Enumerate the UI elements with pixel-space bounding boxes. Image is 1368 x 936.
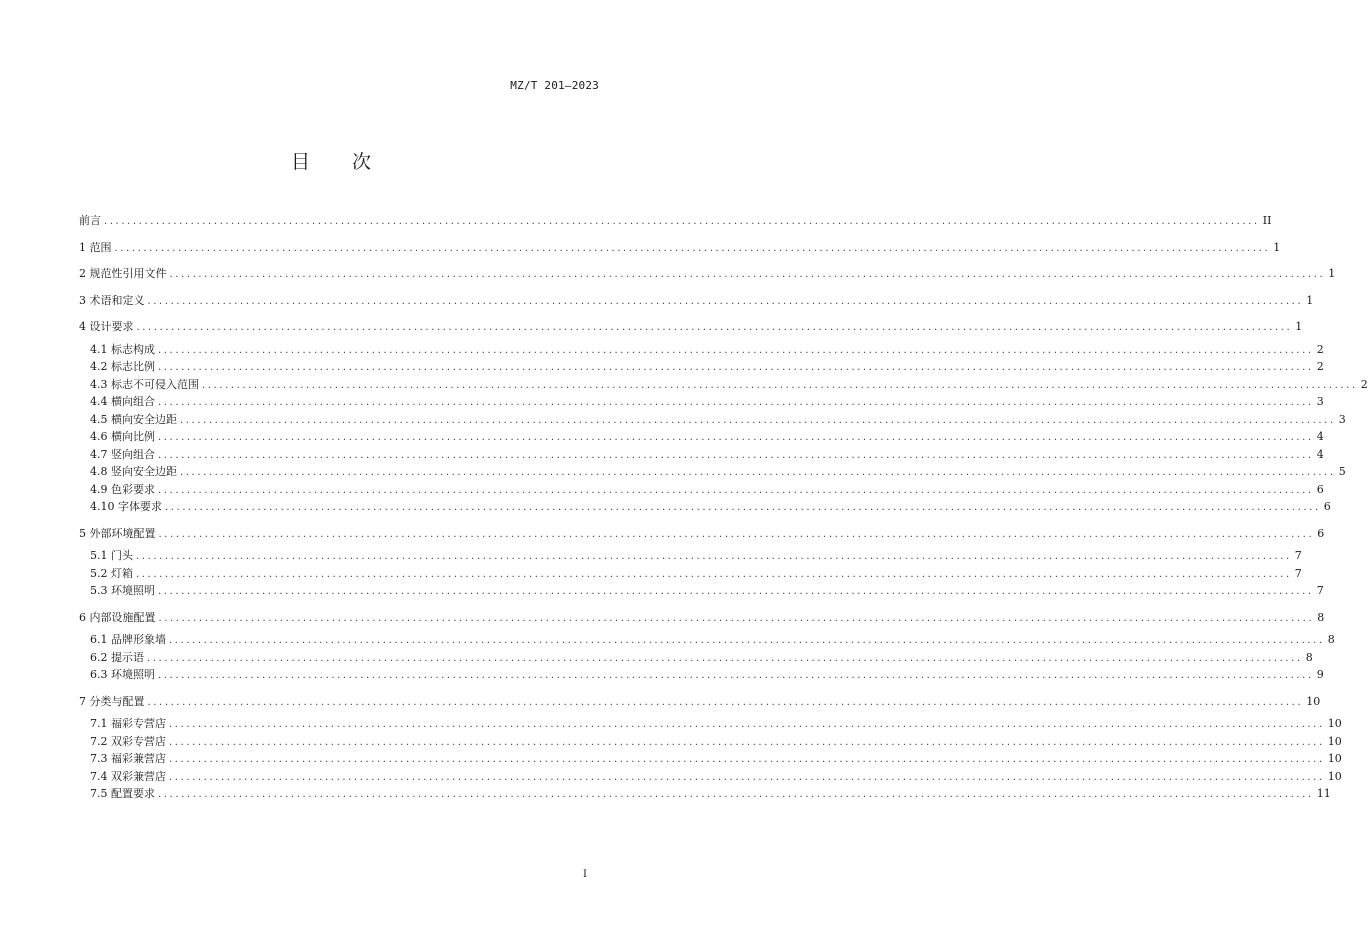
toc-entry[interactable] <box>79 318 1303 336</box>
toc-entry-page: 7 <box>1294 566 1302 580</box>
toc-leader-dots: ........................................................................................................................................................................................................ <box>180 467 1336 478</box>
toc-entry-number: 4.4 <box>90 395 108 408</box>
toc-leader-dots: ........................................................................................................................................................................................................ <box>158 670 1314 681</box>
toc-leader-dots: ........................................................................................................................................................................................................ <box>147 295 1304 307</box>
toc-entry-title: 双彩专营店 <box>111 734 166 748</box>
page-title-part2: 次 <box>352 151 372 173</box>
toc-leader-dots: ........................................................................................................................................................................................................ <box>158 397 1314 408</box>
toc-entry-number: 4.8 <box>90 465 108 478</box>
toc-leader-dots: ........................................................................................................................................................................................................ <box>202 379 1358 391</box>
toc-entry-title: 横向比例 <box>111 430 155 443</box>
toc-entry-number: 4.5 <box>90 412 108 426</box>
toc-leader-dots: ........................................................................................................................................................................................................ <box>169 719 1325 730</box>
toc-entry[interactable] <box>79 715 1342 733</box>
toc-entry-title: 范围 <box>89 240 112 254</box>
page-title-part1: 目 <box>290 151 310 173</box>
toc-entry[interactable] <box>79 547 1302 565</box>
toc-entry-title: 前言 <box>79 214 101 227</box>
toc-entry-page: 5 <box>1338 465 1346 478</box>
toc-leader-dots: ........................................................................................................................................................................................................ <box>169 269 1326 280</box>
toc-leader-dots: ........................................................................................................................................................................................................ <box>165 502 1321 513</box>
toc-entry-page: 7 <box>1294 549 1302 562</box>
toc-entry-number: 7.1 <box>90 717 108 730</box>
toc-leader-dots: ........................................................................................................................................................................................................ <box>158 432 1314 443</box>
toc-entry[interactable] <box>79 411 1346 429</box>
page-number: I <box>583 869 587 880</box>
toc-entry-title: 横向安全边距 <box>111 412 177 426</box>
toc-entry-page: 6 <box>1316 482 1324 496</box>
toc-leader-dots: ........................................................................................................................................................................................................ <box>169 754 1325 765</box>
toc-entry-title: 设计要求 <box>89 320 134 333</box>
toc-leader-dots: ........................................................................................................................................................................................................ <box>158 362 1314 373</box>
toc-entry-title: 标志不可侵入范围 <box>111 377 199 391</box>
toc-entry-title: 横向组合 <box>111 395 155 408</box>
toc-entry-number: 4.6 <box>90 430 108 443</box>
toc-entry[interactable] <box>79 376 1368 394</box>
toc-entry-page: 8 <box>1305 650 1313 664</box>
document-code: MZ/T 201—2023 <box>510 79 599 92</box>
toc-entry-title: 环境照明 <box>111 668 155 681</box>
toc-entry-page: 10 <box>1327 734 1342 748</box>
toc-entry-number: 5.2 <box>90 566 108 580</box>
toc-entry[interactable] <box>79 609 1325 627</box>
toc-entry[interactable] <box>79 212 1272 230</box>
toc-entry-page: 11 <box>1316 787 1331 800</box>
toc-leader-dots: ........................................................................................................................................................................................................ <box>136 551 1292 562</box>
toc-entry[interactable] <box>79 341 1324 359</box>
toc-leader-dots: ........................................................................................................................................................................................................ <box>158 528 1315 540</box>
table-of-contents <box>79 212 1368 803</box>
toc-entry-number: 4.1 <box>90 342 108 356</box>
toc-entry-title: 标志比例 <box>111 360 155 373</box>
toc-entry-page: 10 <box>1306 694 1321 708</box>
toc-entry-page: 3 <box>1316 395 1324 408</box>
toc-entry-number: 4.3 <box>90 377 108 391</box>
toc-leader-dots: ........................................................................................................................................................................................................ <box>169 736 1325 748</box>
toc-entry[interactable] <box>79 525 1325 543</box>
toc-entry-title: 双彩兼营店 <box>111 769 166 783</box>
toc-entry-number: 6.3 <box>90 668 108 681</box>
toc-leader-dots: ........................................................................................................................................................................................................ <box>136 322 1293 333</box>
toc-entry-title: 品牌形象墙 <box>111 633 166 646</box>
toc-entry-title: 术语和定义 <box>89 293 145 307</box>
toc-entry[interactable] <box>79 393 1324 411</box>
toc-entry-page: 3 <box>1338 412 1346 426</box>
toc-entry-title: 规范性引用文件 <box>89 267 167 280</box>
page-title <box>0 147 662 174</box>
toc-entry-title: 配置要求 <box>111 787 155 800</box>
toc-leader-dots: ........................................................................................................................................................................................................ <box>158 484 1314 496</box>
toc-entry-page: 2 <box>1316 342 1324 356</box>
toc-entry-page: 1 <box>1306 293 1314 307</box>
toc-entry-number: 7.3 <box>90 752 108 765</box>
toc-entry[interactable] <box>79 481 1324 499</box>
toc-entry-title: 竖向安全边距 <box>111 465 177 478</box>
toc-entry[interactable] <box>79 446 1324 464</box>
toc-leader-dots: ........................................................................................................................................................................................................ <box>158 586 1314 597</box>
toc-entry-number: 7 <box>79 694 86 708</box>
toc-entry-title: 字体要求 <box>118 500 162 513</box>
toc-entry-number: 6.1 <box>90 633 108 646</box>
toc-leader-dots: ........................................................................................................................................................................................................ <box>158 449 1314 461</box>
toc-entry-page: 10 <box>1327 769 1342 783</box>
toc-entry[interactable] <box>79 733 1342 751</box>
toc-leader-dots: ........................................................................................................................................................................................................ <box>158 344 1314 356</box>
toc-entry-number: 5.1 <box>90 549 108 562</box>
toc-entry[interactable] <box>79 631 1335 649</box>
toc-entry[interactable] <box>79 750 1342 768</box>
toc-entry-page: 6 <box>1317 526 1325 540</box>
toc-entry-title: 福彩专营店 <box>111 717 166 730</box>
toc-entry-number: 2 <box>79 267 86 280</box>
toc-entry-page: II <box>1262 214 1272 227</box>
toc-entry-title: 门头 <box>111 549 133 562</box>
toc-entry-number: 1 <box>79 240 86 254</box>
toc-entry-number: 7.2 <box>90 734 108 748</box>
toc-entry-title: 提示语 <box>111 650 144 664</box>
toc-entry[interactable] <box>79 498 1331 516</box>
toc-entry-title: 标志构成 <box>111 342 155 356</box>
toc-leader-dots: ........................................................................................................................................................................................................ <box>147 652 1303 664</box>
toc-entry-title: 灯箱 <box>111 566 133 580</box>
toc-entry-title: 竖向组合 <box>111 447 155 461</box>
toc-entry[interactable] <box>79 768 1342 786</box>
toc-entry-page: 2 <box>1316 360 1324 373</box>
toc-entry[interactable] <box>79 292 1314 310</box>
toc-entry-number: 6.2 <box>90 650 108 664</box>
toc-entry-number: 7.4 <box>90 769 108 783</box>
toc-entry-page: 10 <box>1327 752 1342 765</box>
toc-entry[interactable] <box>79 358 1324 376</box>
toc-entry-number: 7.5 <box>90 787 108 800</box>
toc-entry[interactable] <box>79 666 1324 684</box>
toc-entry-page: 8 <box>1317 610 1325 624</box>
toc-entry[interactable] <box>79 239 1281 257</box>
toc-entry-number: 4.2 <box>90 360 108 373</box>
toc-leader-dots: ........................................................................................................................................................................................................ <box>104 216 1260 227</box>
toc-entry[interactable] <box>79 649 1313 667</box>
toc-entry-page: 4 <box>1316 430 1324 443</box>
toc-entry[interactable] <box>79 565 1302 583</box>
toc-leader-dots: ........................................................................................................................................................................................................ <box>169 635 1325 646</box>
toc-entry-page: 2 <box>1360 377 1368 391</box>
toc-leader-dots: ........................................................................................................................................................................................................ <box>180 414 1336 426</box>
toc-entry-page: 10 <box>1327 717 1342 730</box>
toc-entry[interactable] <box>79 582 1324 600</box>
toc-entry-title: 色彩要求 <box>111 482 155 496</box>
toc-entry[interactable] <box>79 428 1324 446</box>
toc-entry-page: 9 <box>1316 668 1324 681</box>
toc-entry-page: 4 <box>1316 447 1324 461</box>
toc-entry-title: 内部设施配置 <box>89 610 156 624</box>
toc-leader-dots: ........................................................................................................................................................................................................ <box>114 242 1271 254</box>
toc-entry-number: 5.3 <box>90 584 108 597</box>
toc-entry-page: 6 <box>1323 500 1331 513</box>
toc-entry-title: 外部环境配置 <box>89 526 156 540</box>
toc-entry-page: 1 <box>1273 240 1281 254</box>
toc-leader-dots: ........................................................................................................................................................................................................ <box>169 771 1325 783</box>
toc-entry-page: 1 <box>1328 267 1336 280</box>
toc-entry[interactable] <box>79 785 1331 803</box>
toc-entry[interactable] <box>79 463 1346 481</box>
toc-entry[interactable] <box>79 693 1321 711</box>
toc-entry-number: 5 <box>79 526 86 540</box>
toc-entry-page: 1 <box>1295 320 1303 333</box>
toc-leader-dots: ........................................................................................................................................................................................................ <box>147 696 1304 708</box>
toc-entry[interactable] <box>79 265 1336 283</box>
toc-entry-number: 4.7 <box>90 447 108 461</box>
toc-entry-title: 分类与配置 <box>89 694 145 708</box>
toc-entry-page: 7 <box>1316 584 1324 597</box>
toc-entry-title: 环境照明 <box>111 584 155 597</box>
toc-entry-number: 4.9 <box>90 482 108 496</box>
toc-leader-dots: ........................................................................................................................................................................................................ <box>158 612 1315 624</box>
toc-entry-number: 4 <box>79 320 86 333</box>
toc-entry-page: 8 <box>1327 633 1335 646</box>
toc-entry-title: 福彩兼营店 <box>111 752 166 765</box>
toc-leader-dots: ........................................................................................................................................................................................................ <box>158 789 1314 800</box>
toc-entry-number: 3 <box>79 293 86 307</box>
toc-entry-number: 6 <box>79 610 86 624</box>
toc-leader-dots: ........................................................................................................................................................................................................ <box>136 568 1292 580</box>
toc-entry-number: 4.10 <box>90 500 115 513</box>
